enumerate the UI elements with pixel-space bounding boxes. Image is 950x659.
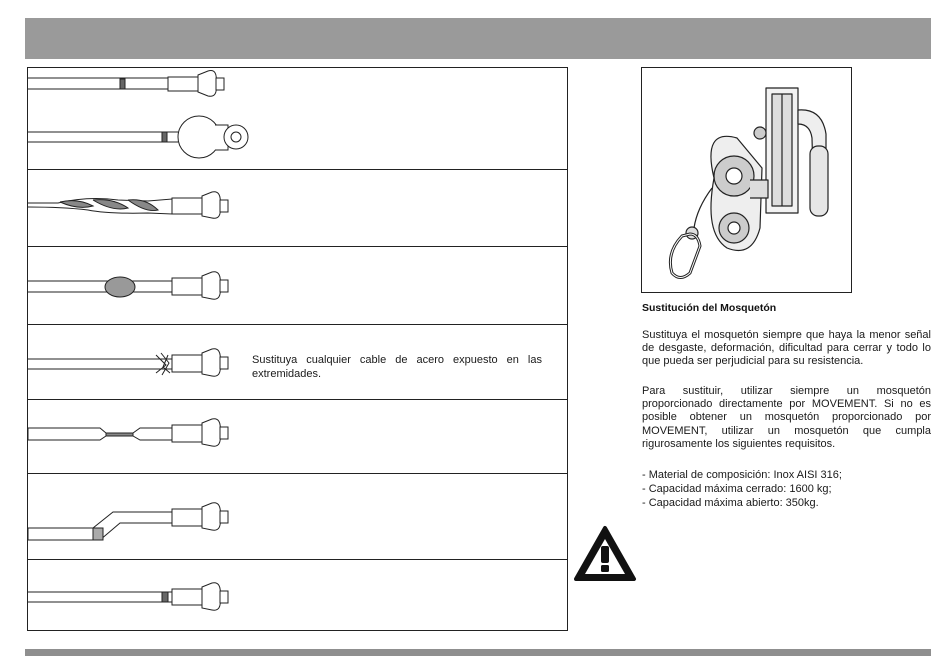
footer-bar (25, 649, 931, 656)
figure-caption: Sustitución del Mosquetón (642, 302, 777, 314)
exposed-wire-instruction: Sustituya cualquier cable de acero expuesto en las extremidades. (252, 354, 542, 380)
cable-row-necked (28, 399, 567, 474)
carabiner-pulley-figure (641, 67, 852, 293)
cable-row-broken-strand (28, 559, 567, 632)
cable-row-terminals (28, 68, 567, 169)
cable-terminals-drawing (28, 68, 567, 169)
bulged-cable-drawing (28, 247, 567, 325)
cable-row-exposed-wire (28, 324, 567, 400)
cable-inspection-table (27, 67, 568, 631)
kinked-cable-drawing (28, 474, 567, 560)
broken-strand-drawing (28, 560, 567, 632)
pulley-carabiner-drawing (642, 68, 851, 292)
requirement-material: - Material de composición: Inox AISI 316; (642, 469, 842, 481)
cable-row-unravelled (28, 169, 567, 247)
unravelled-cable-drawing (28, 170, 567, 247)
necked-cable-drawing (28, 400, 567, 474)
header-bar (25, 18, 931, 59)
cable-row-bulge (28, 246, 567, 325)
inspection-paragraph: Sustituya el mosquetón siempre que haya la menor señal de desgaste, deformación, dificultad para cerrar y todo lo que pueda ser perjudicial para su resistencia. (642, 329, 931, 368)
cable-row-kinked (28, 473, 567, 560)
warning-triangle-icon (573, 524, 637, 589)
replacement-paragraph: Para sustituir, utilizar siempre un mosquetón proporcionado directamente por MOVEMENT. Si no es posible obtener un mosquetón proporcionado por MOVEMENT, utilizar un mosquetón que cumpla rigurosamente los siguientes requisitos. (642, 385, 931, 450)
requirement-closed-capacity: - Capacidad máxima cerrado: 1600 kg; (642, 483, 832, 495)
requirement-open-capacity: - Capacidad máxima abierto: 350kg. (642, 497, 819, 509)
